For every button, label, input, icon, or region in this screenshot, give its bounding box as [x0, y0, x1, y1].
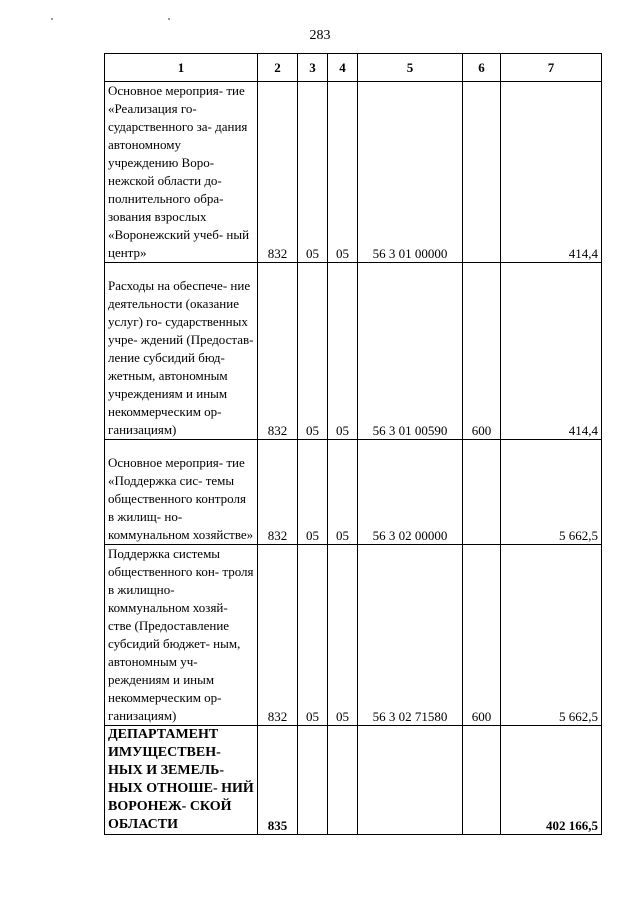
table-row — [105, 545, 602, 726]
column-header: 1 — [105, 54, 258, 82]
cell-amount: 414,4 — [501, 82, 602, 263]
row-name: Основное мероприя- тие «Реализация го- сударственного за- дания автономному учреждению Воро- нежской области до- полнительного обра- зования взрослых «Воронежский учеб- ный центр» — [105, 82, 258, 263]
column-header: 3 — [298, 54, 328, 82]
table-row — [105, 440, 602, 545]
table-row-department-total — [105, 726, 602, 835]
cell-target: 56 3 01 00000 — [358, 82, 463, 263]
cell-section: 05 — [298, 440, 328, 545]
cell-amount: 402 166,5 — [501, 726, 602, 835]
cell-target: 56 3 02 00000 — [358, 440, 463, 545]
cell-expense-type: 600 — [463, 263, 501, 440]
cell-code: 832 — [258, 82, 298, 263]
table-header-row — [105, 54, 602, 82]
cell-expense-type — [463, 82, 501, 263]
column-header: 6 — [463, 54, 501, 82]
cell-amount: 5 662,5 — [501, 545, 602, 726]
page-number: 283 — [309, 28, 331, 43]
row-name: Расходы на обеспече- ние деятельности (оказание услуг) го- сударственных учре- ждений (Предостав- ление субсидий бюд- жетным, автономным учреждениям и иным некоммерческим ор- ганизациям) — [105, 263, 258, 440]
cell-subsection: 05 — [328, 545, 358, 726]
row-name: ДЕПАРТАМЕНТ ИМУЩЕСТВЕН- НЫХ И ЗЕМЕЛЬ- НЫХ ОТНОШЕ- НИЙ ВОРОНЕЖ- СКОЙ ОБЛАСТИ — [105, 726, 258, 835]
cell-amount: 5 662,5 — [501, 440, 602, 545]
table-row — [105, 82, 602, 263]
column-header: 7 — [501, 54, 602, 82]
cell-subsection: 05 — [328, 82, 358, 263]
cell-amount: 414,4 — [501, 263, 602, 440]
column-header: 4 — [328, 54, 358, 82]
cell-code: 832 — [258, 440, 298, 545]
cell-subsection — [328, 726, 358, 835]
cell-expense-type — [463, 726, 501, 835]
cell-code: 832 — [258, 545, 298, 726]
scan-dot — [168, 18, 170, 20]
cell-target: 56 3 02 71580 — [358, 545, 463, 726]
cell-target — [358, 726, 463, 835]
cell-section: 05 — [298, 545, 328, 726]
row-name: Основное мероприя- тие «Поддержка сис- темы общественного контроля в жилищ- но-коммунальном хозяйстве» — [105, 440, 258, 545]
budget-table — [104, 53, 602, 835]
table-row — [105, 263, 602, 440]
column-header: 5 — [358, 54, 463, 82]
cell-section — [298, 726, 328, 835]
cell-expense-type — [463, 440, 501, 545]
cell-code: 835 — [258, 726, 298, 835]
cell-code: 832 — [258, 263, 298, 440]
cell-section: 05 — [298, 82, 328, 263]
row-name: Поддержка системы общественного кон- троля в жилищно- коммунальном хозяй- стве (Предоставление субсидий бюджет- ным, автономным уч- реждениям и иным некоммерческим ор- ганизациям) — [105, 545, 258, 726]
column-header: 2 — [258, 54, 298, 82]
cell-subsection: 05 — [328, 440, 358, 545]
cell-subsection: 05 — [328, 263, 358, 440]
cell-target: 56 3 01 00590 — [358, 263, 463, 440]
scan-dot — [51, 18, 53, 20]
cell-section: 05 — [298, 263, 328, 440]
cell-expense-type: 600 — [463, 545, 501, 726]
